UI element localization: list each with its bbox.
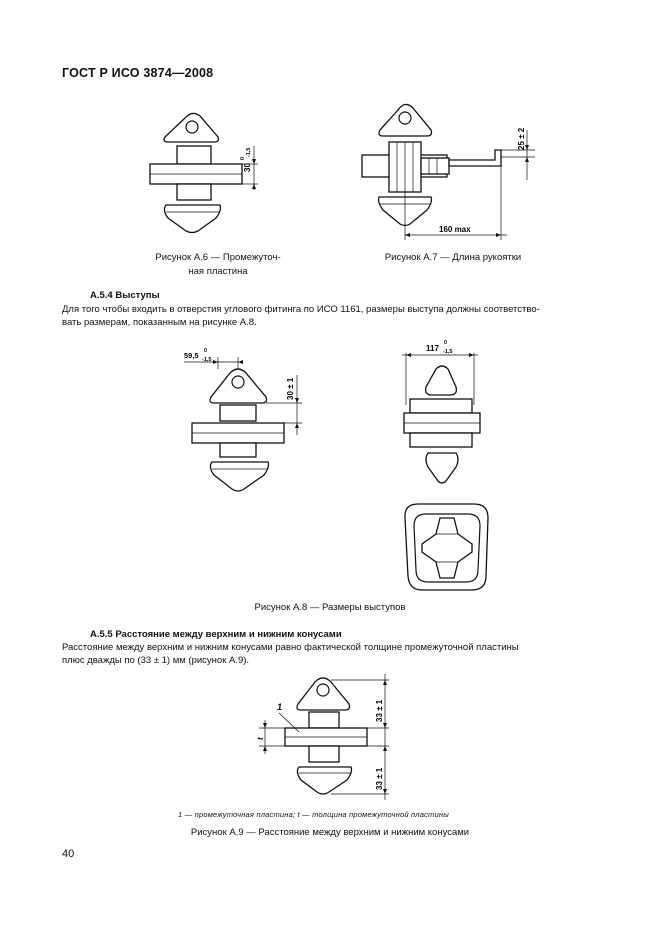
a9-dim-bottom: 33 ± 1 — [375, 767, 384, 790]
page-number: 40 — [62, 848, 75, 860]
a6-dim-tol-top: 0 — [240, 156, 246, 160]
section-a55-line1: Расстояние между верхним и нижним конусами равно фактической толщине промежуточной пластины — [62, 642, 519, 653]
section-a54-heading: А.5.4 Выступы — [90, 290, 160, 301]
section-a55-heading: А.5.5 Расстояние между верхним и нижним конусами — [90, 629, 342, 640]
a8-dim-width-tol-bottom: -1,5 — [202, 357, 212, 363]
figure-a6-caption — [138, 251, 298, 279]
section-a54-line2: вать размерам, показанным на рисунке А.8. — [62, 317, 257, 328]
figure-a6-drawing — [140, 110, 270, 245]
figure-a8-caption: Рисунок А.8 — Размеры выступов — [254, 602, 406, 613]
figure-a8-top-view — [400, 500, 495, 595]
a8-dim-height: 30 ± 1 — [286, 377, 295, 400]
a6-caption-line2: ная пластина — [188, 266, 248, 277]
section-a54-line1: Для того чтобы входить в отверстия углового фитинга по ИСО 1161, размеры выступа должны соответство- — [62, 304, 540, 315]
a6-dim-label: 30 — [243, 163, 252, 172]
figure-a8-side-view — [180, 345, 310, 495]
section-a55-text — [62, 641, 600, 667]
figure-a9-caption: Рисунок А.9 — Расстояние между верхним и нижним конусами — [190, 827, 470, 838]
a8-dim-width: 59,5 — [184, 351, 199, 360]
a6-caption-line1: Рисунок А.6 — Промежуточ- — [155, 252, 281, 263]
a8-dim-full-tol-bottom: -1,5 — [443, 349, 453, 355]
a6-dim-tol-bottom: -1,5 — [246, 147, 252, 157]
section-a55-line2: плюс дважды по (33 ± 1) мм (рисунок А.9). — [62, 655, 250, 666]
figure-a9-drawing — [255, 672, 395, 804]
a8-dim-width-tol-top: 0 — [204, 348, 208, 354]
a7-dim-vertical: 25 ± 2 — [517, 127, 526, 150]
section-a54-text — [62, 303, 600, 329]
a8-dim-full-tol-top: 0 — [444, 340, 448, 346]
a9-callout: 1 — [277, 702, 283, 712]
figure-a7-drawing — [355, 100, 540, 250]
a9-dim-top: 33 ± 1 — [375, 699, 384, 722]
figure-a9-footnote: 1 — промежуточная пластина; t — толщина промежуточной пластины — [178, 810, 449, 819]
a9-dim-t: t — [256, 737, 265, 740]
a7-dim-horizontal: 160 max — [439, 225, 471, 234]
document-header: ГОСТ Р ИСО 3874—2008 — [62, 66, 214, 80]
figure-a7-caption: Рисунок А.7 — Длина рукоятки — [384, 252, 522, 263]
figure-a8-front-view — [398, 335, 490, 490]
a8-dim-full: 117 — [426, 344, 439, 353]
